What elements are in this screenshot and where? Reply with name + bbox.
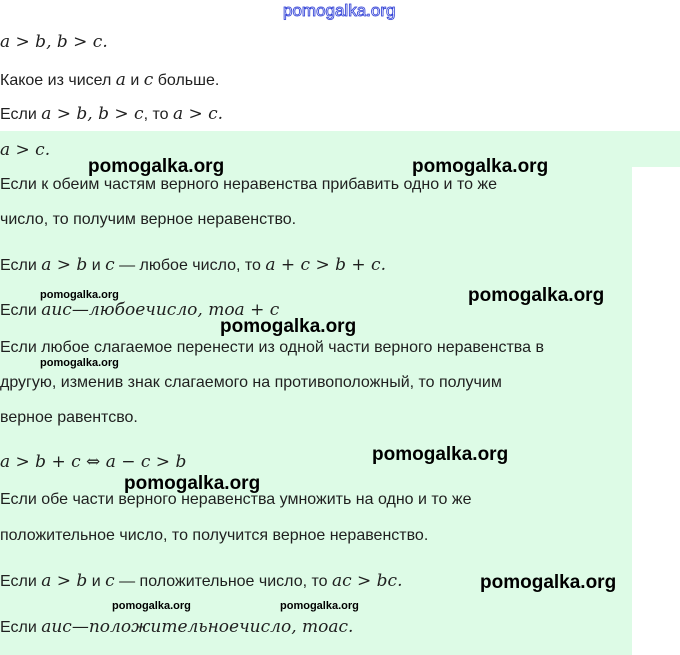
transfer-property-line-1: Если любое слагаемое перенести из одной части верного неравенства в bbox=[0, 339, 544, 356]
transfer-property-line-3: верное равентсво. bbox=[0, 409, 138, 426]
watermark-small: pomogalka.org bbox=[40, 289, 119, 301]
multiplication-property-line-2: положительное число, то получится верное неравенство. bbox=[0, 527, 429, 544]
transfer-formula: a > b + c ⇔ a − c > b bbox=[0, 452, 187, 472]
watermark: pomogalka.org bbox=[372, 444, 509, 465]
multiplication-formula-line: Если a > b и c — положительное число, то ac > bc. bbox=[0, 571, 403, 591]
question-line: Какое из чисел a и c больше. bbox=[0, 70, 220, 90]
addition-formula-broken-line: Если аис—любоечисло, тоa + c bbox=[0, 300, 280, 320]
transitivity-rule: Если a > b, b > c, то a > c. bbox=[0, 104, 224, 124]
given-inequalities: a > b, b > c. bbox=[0, 32, 108, 52]
addition-property-line-2: число, то получим верное неравенство. bbox=[0, 211, 297, 228]
watermark: pomogalka.org bbox=[480, 572, 617, 593]
multiplication-property-line-1: Если обе части верного неравенства умножить на одно и то же bbox=[0, 491, 472, 508]
top-watermark: pomogalka.org bbox=[283, 1, 396, 20]
watermark-small: pomogalka.org bbox=[40, 357, 119, 369]
addition-property-line-1: Если к обеим частям верного неравенства прибавить одно и то же bbox=[0, 176, 498, 193]
multiplication-formula-broken-line: Если аис—положительноечисло, тоас. bbox=[0, 617, 354, 637]
addition-formula-line: Если a > b и c — любое число, то a + c > b + c. bbox=[0, 255, 386, 275]
watermark: pomogalka.org bbox=[220, 316, 357, 337]
transfer-property-line-2: другую, изменив знак слагаемого на противоположный, то получим bbox=[0, 374, 502, 391]
watermark: pomogalka.org bbox=[124, 473, 261, 494]
watermark-small: pomogalka.org bbox=[112, 600, 191, 612]
watermark-small: pomogalka.org bbox=[280, 600, 359, 612]
watermark: pomogalka.org bbox=[468, 285, 605, 306]
answer-line: a > c. bbox=[0, 140, 51, 160]
watermark: pomogalka.org bbox=[412, 156, 549, 177]
watermark: pomogalka.org bbox=[88, 156, 225, 177]
